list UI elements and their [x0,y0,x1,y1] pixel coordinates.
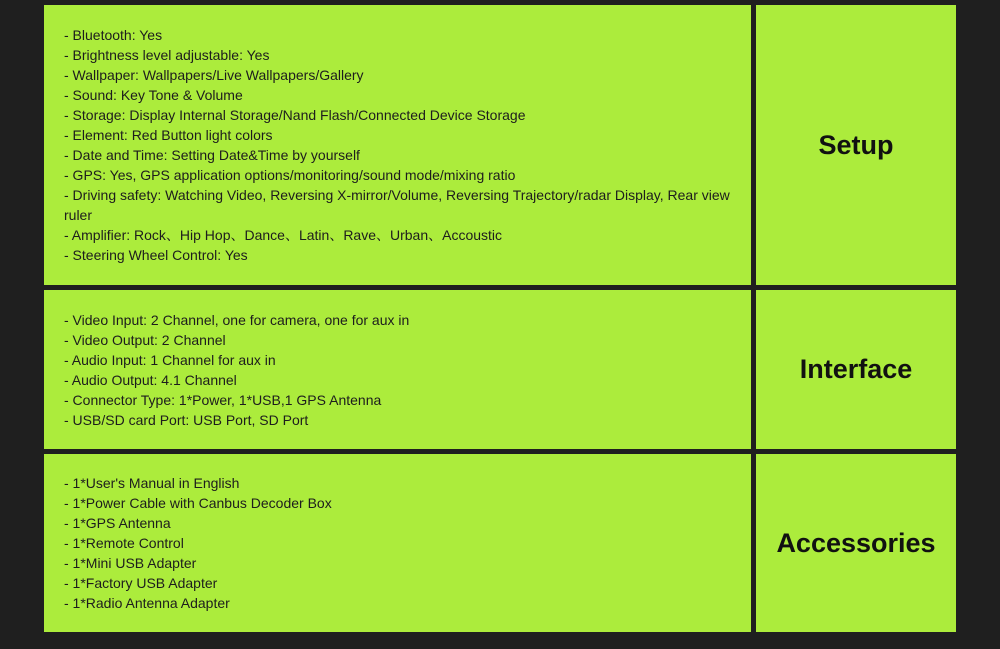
section-title-interface: Interface [799,354,913,384]
spec-row-setup [41,5,959,285]
spec-line: - 1*Remote Control [64,535,184,551]
spec-line: - 1*User's Manual in English [64,475,240,491]
spec-line: - USB/SD card Port: USB Port, SD Port [64,411,309,428]
spec-title-cell-accessories [756,454,956,632]
section-title-setup: Setup [818,129,894,160]
spec-line: - 1*Power Cable with Canbus Decoder Box [64,495,332,511]
spec-line: - Video Input: 2 Channel, one for camera, one for aux in [64,311,410,328]
spec-table [41,0,959,635]
spec-details-interface [44,290,751,449]
spec-row-accessories [41,454,959,632]
spec-line: - Audio Input: 1 Channel for aux in [64,351,276,368]
spec-line: - Bluetooth: Yes [64,27,163,43]
spec-line: - Audio Output: 4.1 Channel [64,371,237,388]
spec-line: - Brightness level adjustable: Yes [64,47,270,63]
spec-line: - Driving safety: Watching Video, Reversing X-mirror/Volume, Reversing Trajectory/radar Display, Rear view ruler [64,187,730,223]
spec-line: - Sound: Key Tone & Volume [64,87,243,103]
spec-title-cell-setup [756,5,956,285]
table-top-border [41,0,959,3]
spec-title-cell-interface [756,290,956,449]
spec-line: - Element: Red Button light colors [64,127,273,143]
spec-line: - Connector Type: 1*Power, 1*USB,1 GPS Antenna [64,391,382,408]
spec-details-setup [44,5,751,285]
spec-line: - Wallpaper: Wallpapers/Live Wallpapers/Gallery [64,67,364,83]
spec-line: - GPS: Yes, GPS application options/monitoring/sound mode/mixing ratio [64,167,516,183]
spec-line: - 1*Radio Antenna Adapter [64,595,230,611]
spec-line: - Date and Time: Setting Date&Time by yourself [64,147,360,163]
spec-line: - Storage: Display Internal Storage/Nand Flash/Connected Device Storage [64,107,526,123]
section-title-accessories: Accessories [776,527,936,558]
spec-line: - Amplifier: Rock、Hip Hop、Dance、Latin、Rave、Urban、Accoustic [64,227,503,243]
spec-details-accessories [44,454,751,632]
spec-line: - Steering Wheel Control: Yes [64,247,248,263]
spec-line: - 1*Mini USB Adapter [64,555,197,571]
spec-line: - 1*Factory USB Adapter [64,575,218,591]
spec-line: - 1*GPS Antenna [64,515,171,531]
spec-line: - Video Output: 2 Channel [64,331,226,348]
spec-row-interface [41,290,959,449]
